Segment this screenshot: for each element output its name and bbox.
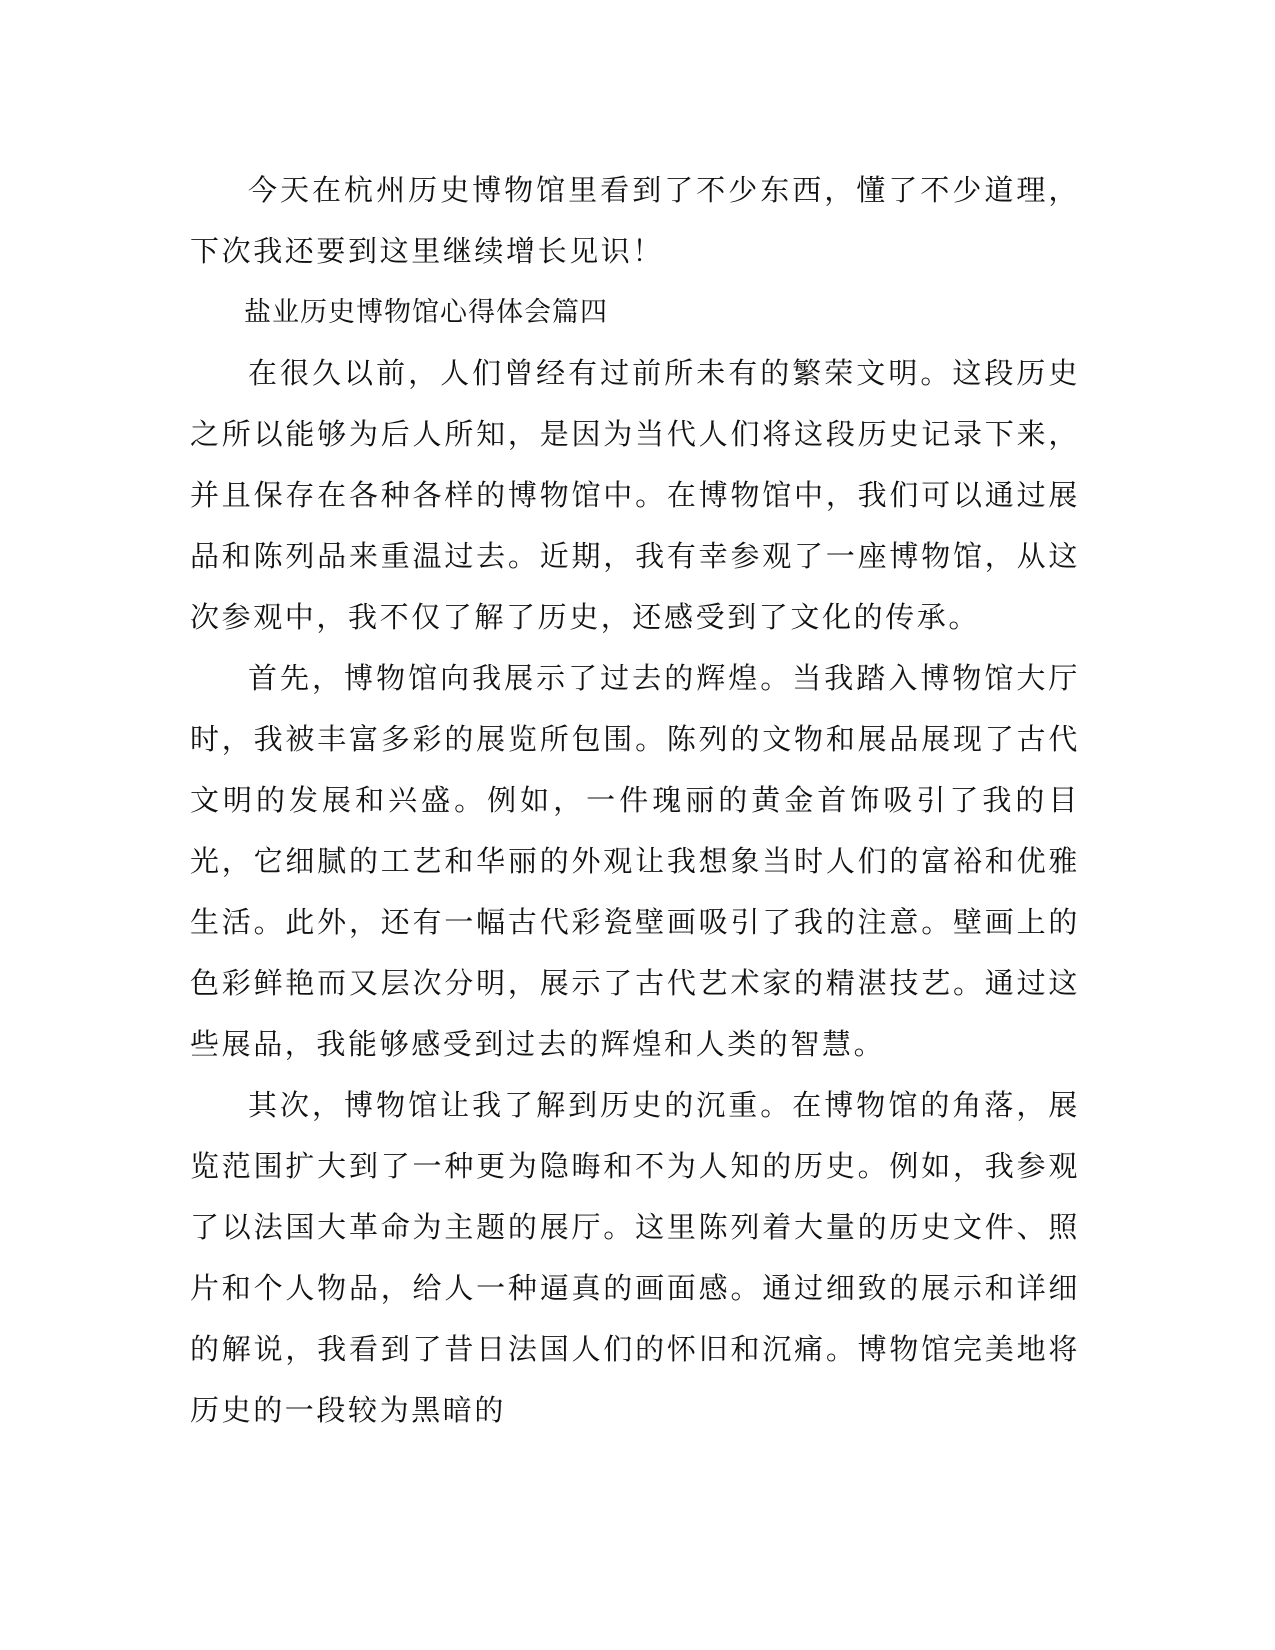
intro-paragraph: 在很久以前，人们曾经有过前所未有的繁荣文明。这段历史之所以能够为后人所知，是因为当代人们将这段历史记录下来，并且保存在各种各样的博物馆中。在博物馆中，我们可以通过展品和陈列品来重温过去。近期，我有幸参观了一座博物馆，从这次参观中，我不仅了解了历史，还感受到了文化的传承。 — [190, 356, 1080, 634]
second-point-paragraph: 其次，博物馆让我了解到历史的沉重。在博物馆的角落，展览范围扩大到了一种更为隐晦和不为人知的历史。例如，我参观了以法国大革命为主题的展厅。这里陈列着大量的历史文件、照片和个人物品，给人一种逼真的画面感。通过细致的展示和详细的解说，我看到了昔日法国人们的怀旧和沉痛。博物馆完美地将历史的一段较为黑暗的 — [190, 1088, 1080, 1427]
document-body — [190, 160, 1080, 1441]
closing-paragraph: 今天在杭州历史博物馆里看到了不少东西，懂了不少道理，下次我还要到这里继续增长见识！ — [190, 173, 1080, 268]
section-heading: 盐业历史博物馆心得体会篇四 — [244, 297, 608, 328]
first-point-paragraph: 首先，博物馆向我展示了过去的辉煌。当我踏入博物馆大厅时，我被丰富多彩的展览所包围。陈列的文物和展品展现了古代文明的发展和兴盛。例如，一件瑰丽的黄金首饰吸引了我的目光，它细腻的工艺和华丽的外观让我想象当时人们的富裕和优雅生活。此外，还有一幅古代彩瓷壁画吸引了我的注意。壁画上的色彩鲜艳而又层次分明，展示了古代艺术家的精湛技艺。通过这些展品，我能够感受到过去的辉煌和人类的智慧。 — [190, 661, 1080, 1061]
